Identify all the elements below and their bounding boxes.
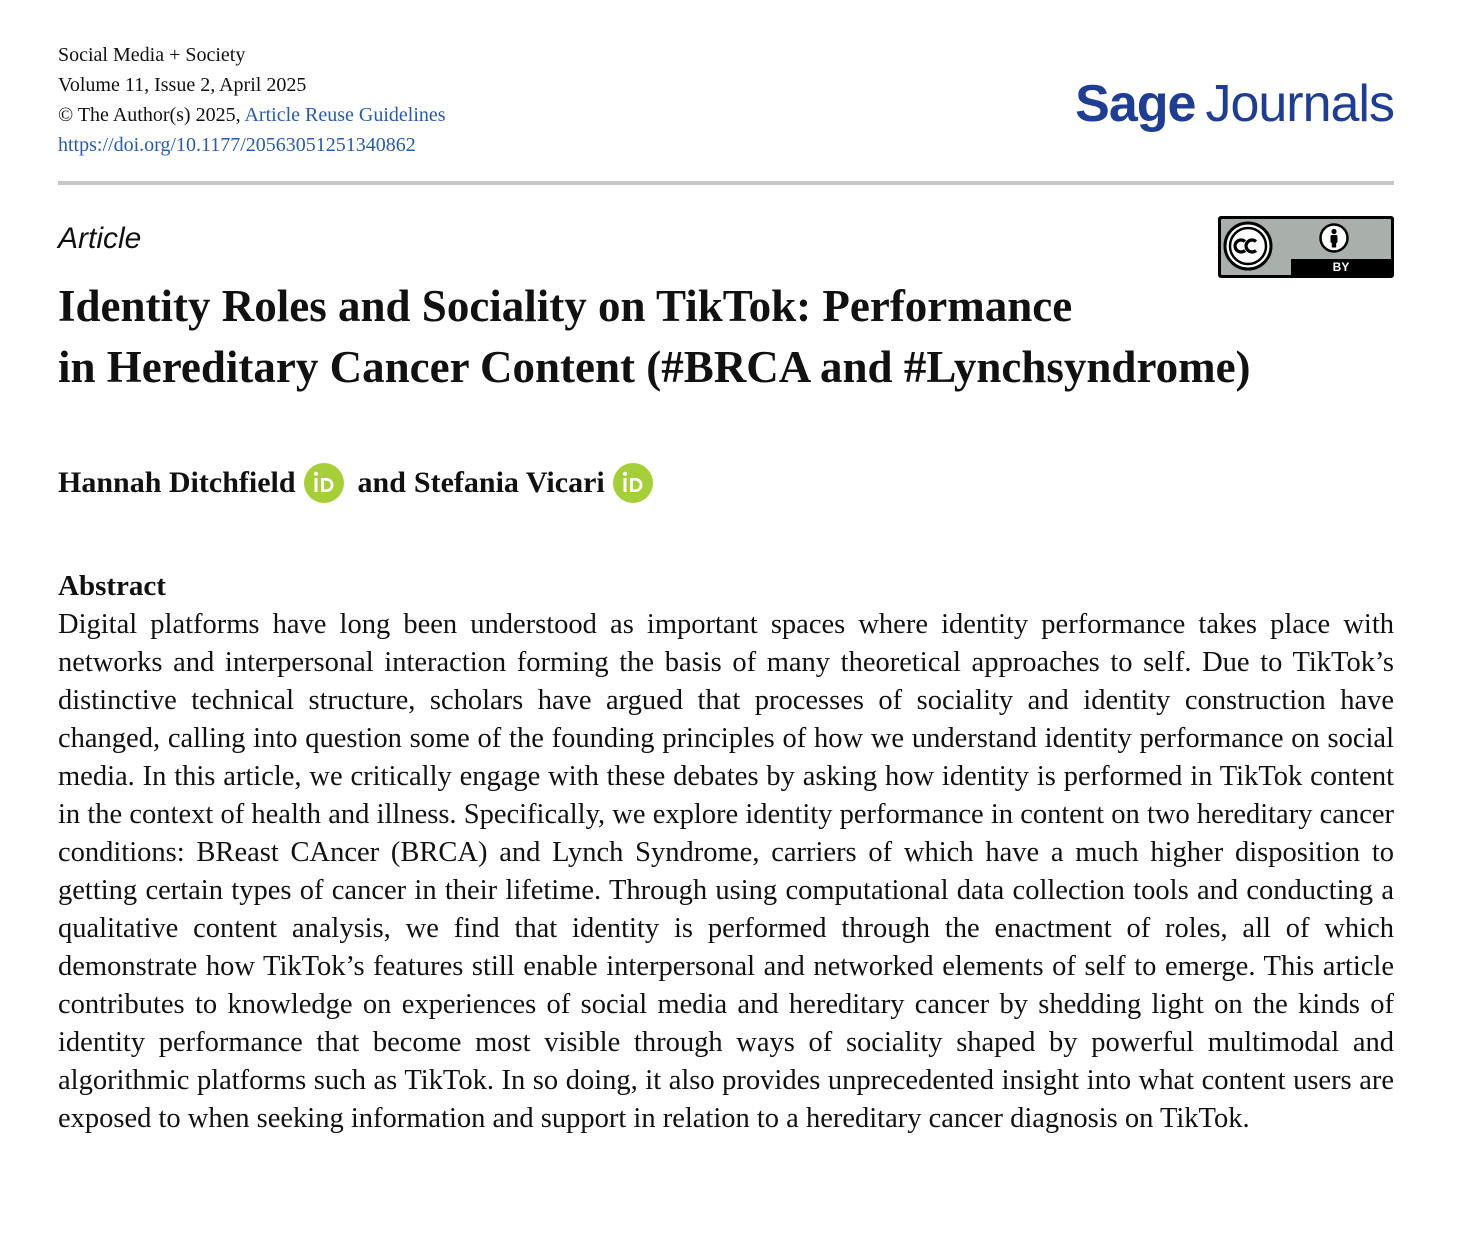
orcid-icon[interactable] [304,463,344,503]
by-label: BY [1332,260,1350,274]
author-list [58,462,653,504]
article-page [58,40,1394,1134]
sage-journals-logo[interactable] [1075,74,1394,134]
orcid-icon[interactable] [613,463,653,503]
abstract-heading: Abstract [58,570,166,602]
brand-journals: Journals [1205,75,1394,133]
by-person-icon [1319,223,1349,253]
article-title [58,276,1394,398]
author-conjunction: and [357,466,406,499]
brand-sage: Sage [1075,75,1196,133]
abstract-body: Digital platforms have long been understood as important spaces where identity performance takes place with networks and interpersonal interaction forming the basis of many theoretical approaches to self. Due to TikTok’s distinctive technical structure, scholars have argued that processes of sociality and identity construction have changed, calling into question some of the founding principles of how we understand identity performance on social media. In this article, we critically engage with these debates by asking how identity is performed in TikTok content in the context of health and illness. Specifically, we explore identity performance in content on two hereditary cancer conditions: BReast CAncer (BRCA) and Lynch Syndrome, carriers of which have a much higher disposition to getting certain types of cancer in their lifetime. Through using computational data collection tools and conducting a qualitative content analysis, we find that identity is performed through the enactment of roles, all of which demonstrate how TikTok’s features still enable interpersonal and networked elements of self to emerge. This article contributes to knowledge on experiences of social media and hereditary cancer by shedding light on the kinds of identity performance that become most visible through ways of sociality shaped by powerful multimodal and algorithmic platforms such as TikTok. In so doing, it also provides unprecedented insight into what content users are exposed to when seeking information and support in relation to a hereditary cancer diagnosis on TikTok. [58,609,1394,1134]
cc-icon [1223,221,1273,271]
doi-line [58,130,1394,160]
author-2-name[interactable]: Stefania Vicari [413,466,605,499]
header-divider [58,181,1394,185]
volume-issue: Volume 11, Issue 2, April 2025 [58,74,307,96]
doi-link[interactable]: https://doi.org/10.1177/20563051251340862 [58,134,416,156]
author-1-name[interactable]: Hannah Ditchfield [58,466,296,499]
journal-name: Social Media + Society [58,44,246,66]
title-line-1: Identity Roles and Sociality on TikTok: Performance [58,281,1073,331]
reuse-guidelines-link[interactable]: Article Reuse Guidelines [244,104,446,126]
article-type-label: Article [58,222,142,255]
cc-by-license-badge[interactable] [1218,216,1394,278]
title-line-2: in Hereditary Cancer Content (#BRCA and #Lynchsyndrome) [58,342,1251,392]
copyright-text: © The Author(s) 2025, [58,104,245,126]
cc-badge-inner [1221,219,1391,275]
